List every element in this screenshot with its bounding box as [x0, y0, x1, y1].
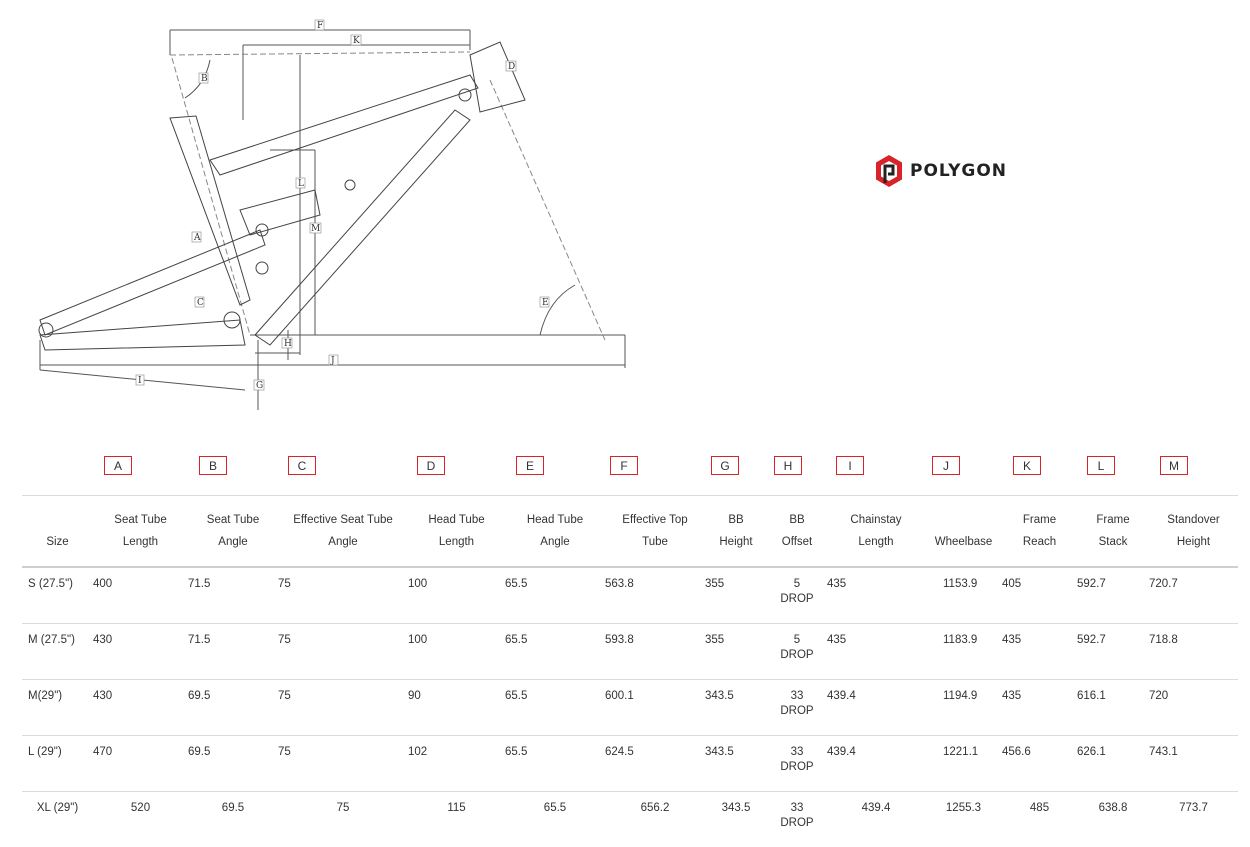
- cell-k: 405: [1002, 567, 1077, 624]
- cell-m: 773.7: [1149, 792, 1238, 847]
- cell-g: 343.5: [705, 792, 767, 847]
- header-head-tube-length: Head Tube Length: [408, 496, 505, 568]
- cell-e: 65.5: [505, 624, 605, 680]
- cell-b: 69.5: [188, 680, 278, 736]
- header-chainstay-length: Chainstay Length: [827, 496, 925, 568]
- svg-text:D: D: [508, 62, 515, 72]
- cell-c: 75: [278, 792, 408, 847]
- cell-g: 355: [705, 624, 767, 680]
- cell-c: 75: [278, 567, 408, 624]
- label-C: [195, 297, 204, 308]
- svg-text:H: H: [284, 339, 292, 349]
- cell-size: XL (29"): [22, 792, 93, 847]
- header-head-tube-angle: Head Tube Angle: [505, 496, 605, 568]
- svg-text:L: L: [298, 179, 304, 189]
- cell-h: 33 DROP: [767, 680, 827, 736]
- svg-text:C: C: [197, 298, 204, 308]
- svg-text:E: E: [542, 298, 549, 308]
- table-row: [22, 792, 1238, 847]
- cell-c: 75: [278, 680, 408, 736]
- label-H: [282, 338, 292, 349]
- letter-box-a: A: [104, 456, 132, 475]
- cell-d: 115: [408, 792, 505, 847]
- svg-text:K: K: [353, 36, 360, 46]
- cell-j: 1194.9: [925, 680, 1002, 736]
- header-effective-top-tube: Effective Top Tube: [605, 496, 705, 568]
- label-M: [310, 223, 321, 234]
- header-frame-stack: Frame Stack: [1077, 496, 1149, 568]
- letter-box-g: G: [711, 456, 739, 475]
- svg-text:F: F: [317, 21, 323, 31]
- cell-m: 720.7: [1149, 567, 1238, 624]
- cell-e: 65.5: [505, 680, 605, 736]
- cell-l: 616.1: [1077, 680, 1149, 736]
- letter-box-f: F: [610, 456, 638, 475]
- header-effective-seat-tube-angle: Effective Seat Tube Angle: [278, 496, 408, 568]
- svg-text:J: J: [330, 356, 335, 366]
- cell-a: 430: [93, 624, 188, 680]
- frame-geometry-diagram: [0, 0, 640, 420]
- cell-f: 600.1: [605, 680, 705, 736]
- cell-k: 485: [1002, 792, 1077, 847]
- label-L: [296, 178, 305, 189]
- label-A: [192, 232, 201, 243]
- svg-text:B: B: [201, 74, 208, 84]
- cell-h: 33 DROP: [767, 792, 827, 847]
- letter-box-l: L: [1087, 456, 1115, 475]
- cell-k: 456.6: [1002, 736, 1077, 792]
- table-row: [22, 624, 1238, 680]
- label-K: [351, 35, 361, 46]
- cell-l: 592.7: [1077, 624, 1149, 680]
- cell-m: 720: [1149, 680, 1238, 736]
- cell-h: 5 DROP: [767, 624, 827, 680]
- cell-h: 33 DROP: [767, 736, 827, 792]
- brand-logo: [874, 154, 1007, 188]
- cell-a: 400: [93, 567, 188, 624]
- label-J: [329, 355, 338, 366]
- cell-e: 65.5: [505, 567, 605, 624]
- cell-size: S (27.5"): [22, 567, 93, 624]
- polygon-logo-icon: [874, 154, 904, 188]
- label-I: [136, 375, 144, 386]
- cell-h: 5 DROP: [767, 567, 827, 624]
- cell-i: 435: [827, 567, 925, 624]
- cell-d: 90: [408, 680, 505, 736]
- cell-i: 439.4: [827, 680, 925, 736]
- geometry-table: [22, 495, 1238, 847]
- cell-f: 656.2: [605, 792, 705, 847]
- cell-b: 69.5: [188, 736, 278, 792]
- svg-text:I: I: [138, 376, 142, 386]
- cell-size: L (29"): [22, 736, 93, 792]
- table-row: [22, 736, 1238, 792]
- cell-k: 435: [1002, 680, 1077, 736]
- cell-j: 1255.3: [925, 792, 1002, 847]
- label-G: [254, 380, 264, 391]
- cell-e: 65.5: [505, 792, 605, 847]
- cell-b: 71.5: [188, 567, 278, 624]
- cell-i: 439.4: [827, 736, 925, 792]
- cell-f: 624.5: [605, 736, 705, 792]
- letter-box-d: D: [417, 456, 445, 475]
- table-header-row: [22, 496, 1238, 568]
- cell-d: 100: [408, 567, 505, 624]
- brand-name: POLYGON: [910, 161, 1007, 181]
- svg-text:M: M: [311, 224, 320, 234]
- table-row: [22, 567, 1238, 624]
- header-seat-tube-angle: Seat Tube Angle: [188, 496, 278, 568]
- header-bb-offset: BB Offset: [767, 496, 827, 568]
- header-size: Size: [22, 496, 93, 568]
- cell-c: 75: [278, 736, 408, 792]
- cell-d: 102: [408, 736, 505, 792]
- header-wheelbase: Wheelbase: [925, 496, 1002, 568]
- cell-f: 593.8: [605, 624, 705, 680]
- cell-c: 75: [278, 624, 408, 680]
- header-standover-height: Standover Height: [1149, 496, 1238, 568]
- cell-j: 1153.9: [925, 567, 1002, 624]
- header-bb-height: BB Height: [705, 496, 767, 568]
- cell-b: 69.5: [188, 792, 278, 847]
- cell-e: 65.5: [505, 736, 605, 792]
- cell-m: 718.8: [1149, 624, 1238, 680]
- letter-box-e: E: [516, 456, 544, 475]
- letter-box-j: J: [932, 456, 960, 475]
- cell-m: 743.1: [1149, 736, 1238, 792]
- cell-j: 1221.1: [925, 736, 1002, 792]
- cell-g: 343.5: [705, 736, 767, 792]
- letter-box-h: H: [774, 456, 802, 475]
- cell-i: 435: [827, 624, 925, 680]
- cell-size: M(29"): [22, 680, 93, 736]
- cell-f: 563.8: [605, 567, 705, 624]
- label-B: [199, 73, 208, 84]
- cell-l: 638.8: [1077, 792, 1149, 847]
- cell-i: 439.4: [827, 792, 925, 847]
- letter-box-i: I: [836, 456, 864, 475]
- table-row: [22, 680, 1238, 736]
- svg-text:G: G: [256, 381, 263, 391]
- label-E: [540, 297, 549, 308]
- cell-a: 470: [93, 736, 188, 792]
- cell-size: M (27.5"): [22, 624, 93, 680]
- cell-d: 100: [408, 624, 505, 680]
- letter-box-c: C: [288, 456, 316, 475]
- cell-g: 355: [705, 567, 767, 624]
- cell-j: 1183.9: [925, 624, 1002, 680]
- cell-k: 435: [1002, 624, 1077, 680]
- cell-a: 520: [93, 792, 188, 847]
- cell-g: 343.5: [705, 680, 767, 736]
- cell-l: 626.1: [1077, 736, 1149, 792]
- letter-box-k: K: [1013, 456, 1041, 475]
- letter-box-b: B: [199, 456, 227, 475]
- cell-l: 592.7: [1077, 567, 1149, 624]
- label-D: [506, 61, 516, 72]
- svg-text:A: A: [193, 233, 201, 243]
- letter-box-m: M: [1160, 456, 1188, 475]
- cell-b: 71.5: [188, 624, 278, 680]
- header-seat-tube-length: Seat Tube Length: [93, 496, 188, 568]
- label-F: [315, 20, 324, 31]
- header-frame-reach: Frame Reach: [1002, 496, 1077, 568]
- cell-a: 430: [93, 680, 188, 736]
